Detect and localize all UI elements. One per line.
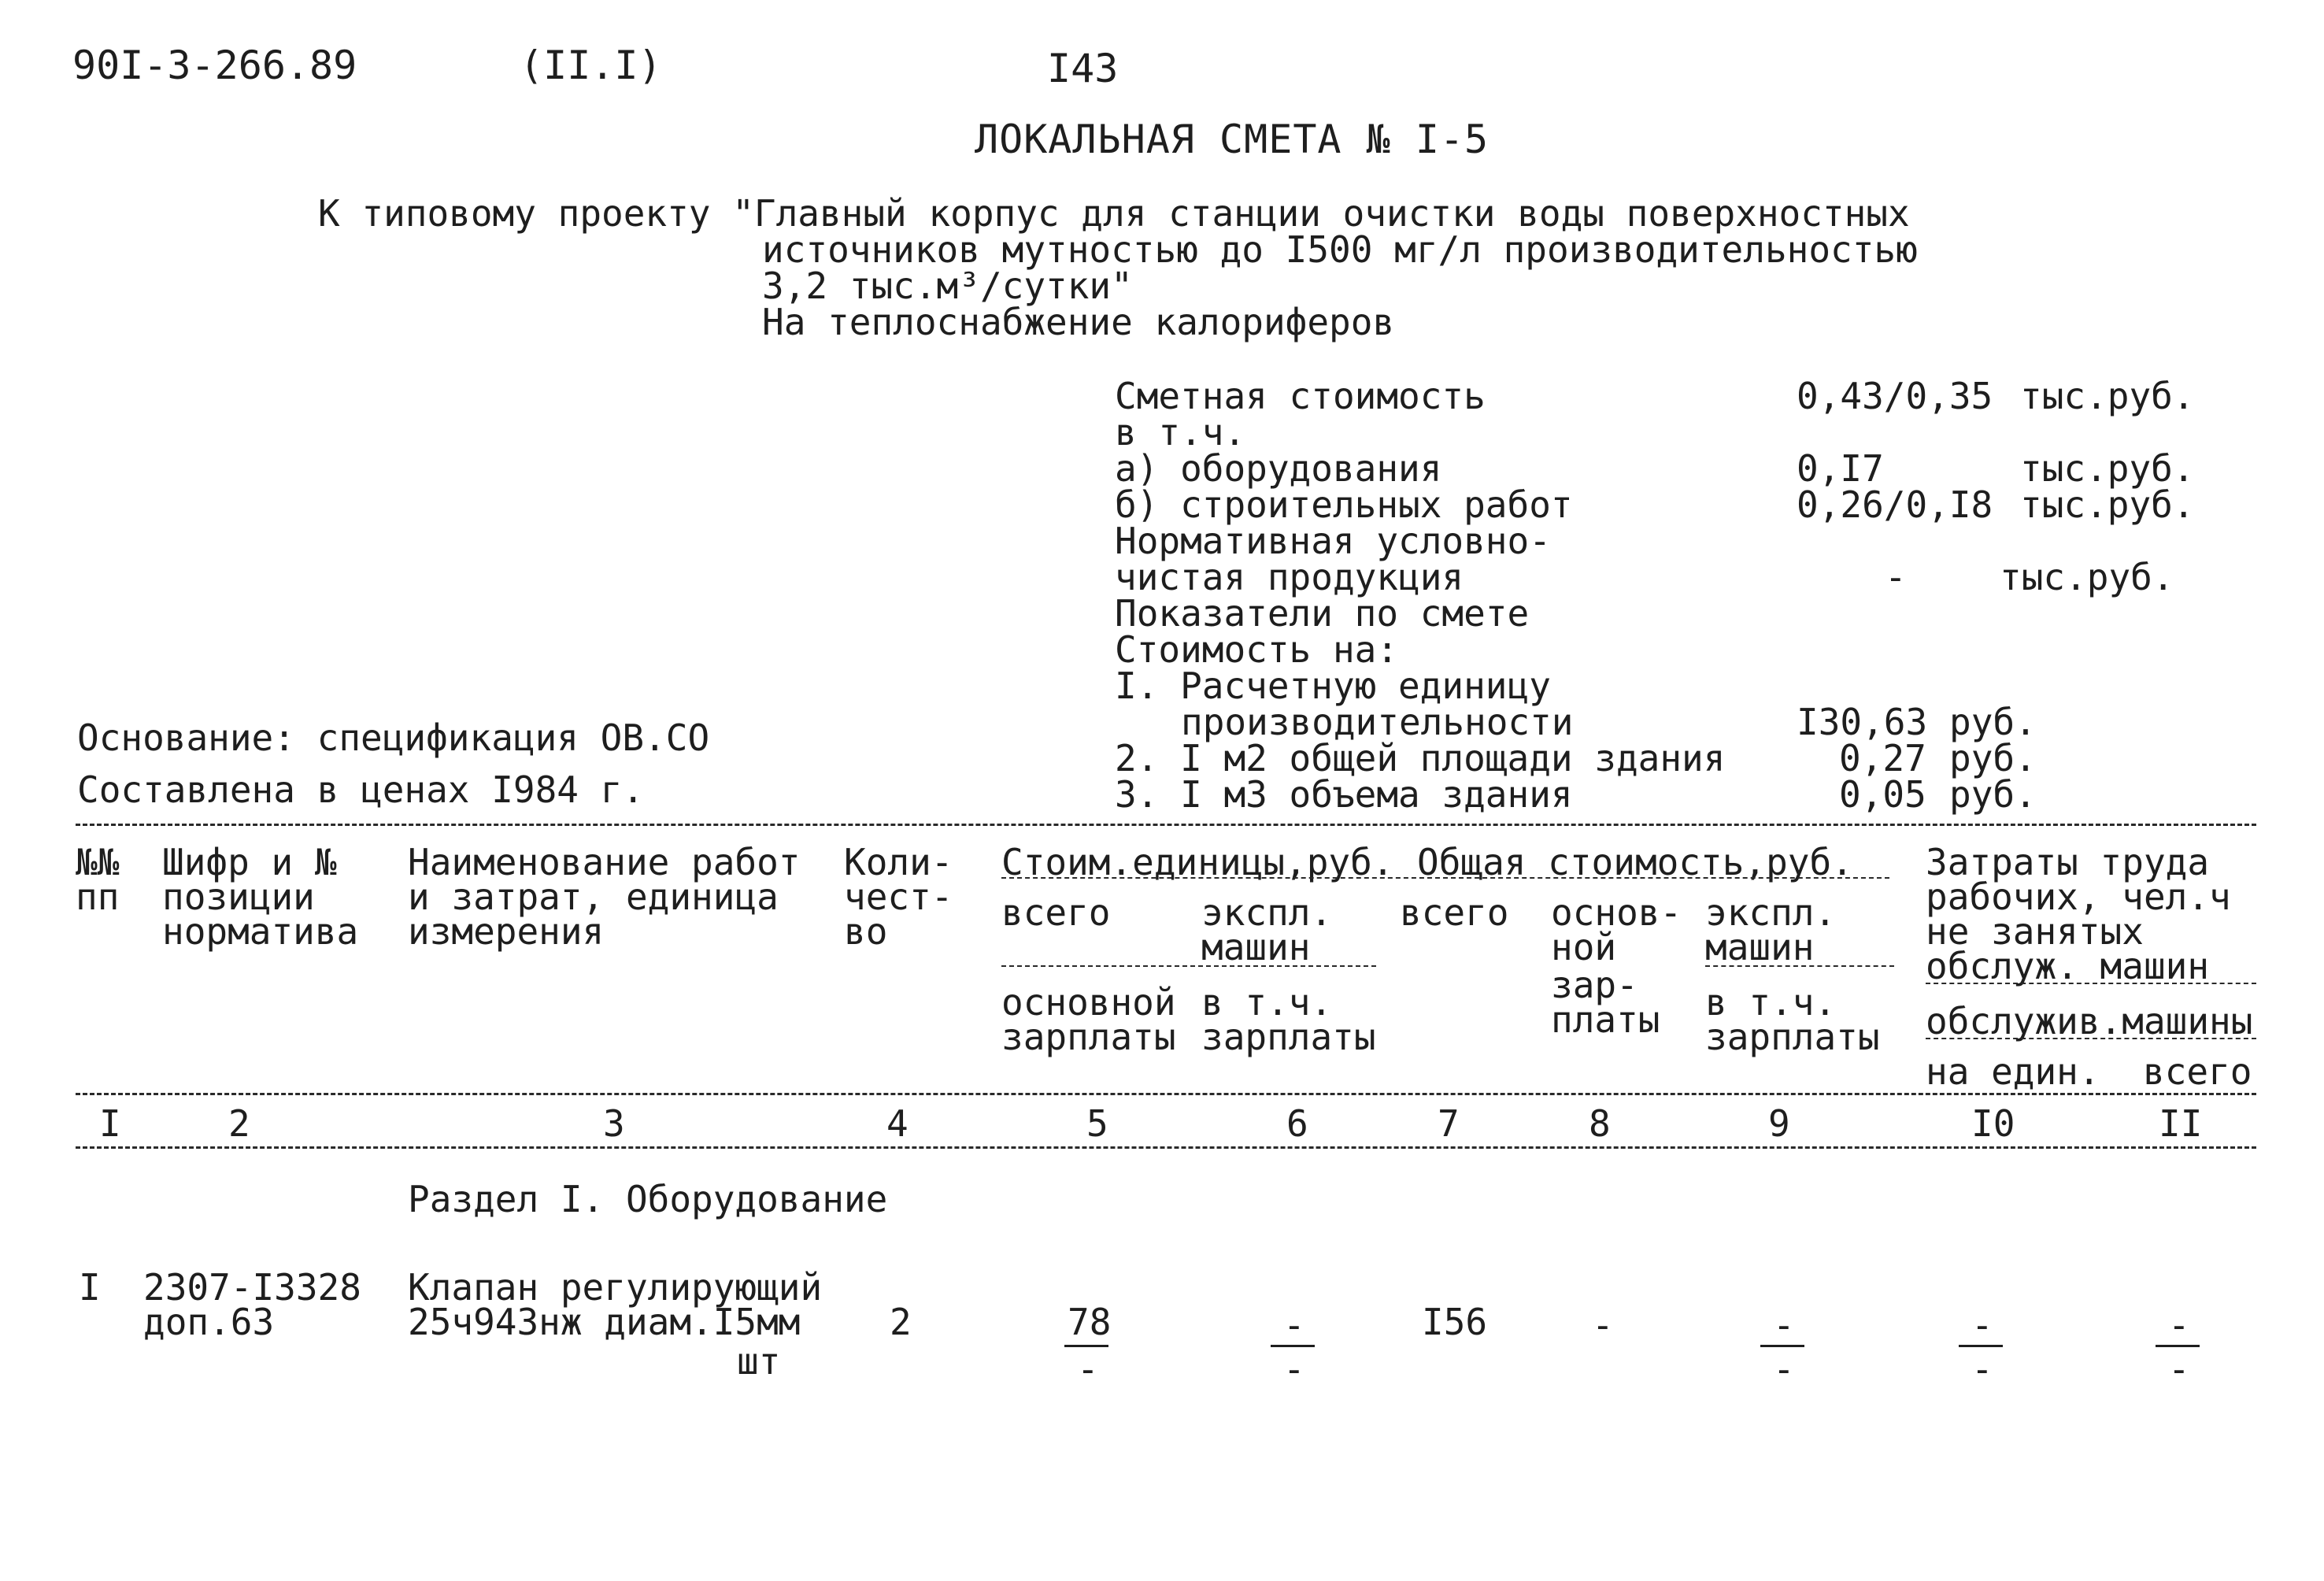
- project-line-4: На теплоснабжение калориферов: [762, 301, 1395, 343]
- total-incl-wages-2: зарплаты: [1705, 1016, 1880, 1058]
- row-quantity: 2: [890, 1301, 912, 1343]
- row-number: I: [79, 1266, 101, 1309]
- col-number-7: 7: [1438, 1102, 1460, 1145]
- row-total-machine-wages: -: [1773, 1348, 1795, 1390]
- row-labor-per-unit-machines: -: [1971, 1348, 1993, 1390]
- project-line-2: источников мутностью до I500 мг/л производительностью: [762, 228, 1918, 271]
- indicators-label: Показатели по смете: [1115, 592, 1530, 635]
- unit-incl-wages-2: зарплаты: [1201, 1016, 1376, 1058]
- row-labor-per-unit-bar: [1959, 1345, 2003, 1347]
- total-incl-wages-1: в т.ч.: [1705, 981, 1837, 1024]
- col-num-header-2: пп: [76, 876, 120, 918]
- col-qty-header-1: Коли-: [844, 841, 953, 883]
- row-unit-machine: -: [1283, 1304, 1305, 1346]
- page-number: I43: [1047, 46, 1119, 91]
- total-base-wages-2: ной: [1551, 926, 1617, 968]
- row-total: I56: [1422, 1301, 1488, 1343]
- equipment-label: а) оборудования: [1115, 447, 1442, 490]
- sheet-section: (II.I): [520, 43, 662, 88]
- per-unit-label-1: I. Расчетную единицу: [1115, 665, 1551, 707]
- total-cost-group-header: Общая стоимость,руб.: [1417, 841, 1853, 883]
- col-code-header-1: Шифр и №: [162, 841, 337, 883]
- row-unit-total: 78: [1068, 1301, 1112, 1343]
- row-unit-machine-bar: [1271, 1345, 1315, 1347]
- col-number-5: 5: [1086, 1102, 1108, 1145]
- row-total-machine-bar: [1760, 1345, 1804, 1347]
- per-unit-unit: руб.: [1949, 701, 2037, 743]
- column-numbers-rule: [76, 1146, 2256, 1149]
- col-number-2: 2: [228, 1102, 250, 1145]
- estimated-cost-value: 0,43/0,35: [1797, 375, 1993, 417]
- unit-machine-subheader-1: экспл.: [1201, 891, 1333, 934]
- per-m3-value: 0,05: [1839, 773, 1926, 816]
- row-labor-total-machines: -: [2168, 1348, 2190, 1390]
- total-base-wages-1: основ-: [1551, 891, 1682, 934]
- normative-label-2: чистая продукция: [1115, 556, 1464, 598]
- unit-incl-wages-1: в т.ч.: [1201, 981, 1333, 1024]
- row-total-base-wages: -: [1592, 1304, 1614, 1346]
- total-machine-subheader-2: машин: [1705, 926, 1815, 968]
- cost-per-label: Стоимость на:: [1115, 628, 1399, 671]
- estimated-cost-unit: тыс.руб.: [2020, 375, 2195, 417]
- row-labor-total-bar: [2156, 1345, 2200, 1347]
- total-machine-subheader-1: экспл.: [1705, 891, 1837, 934]
- unit-cost-group-header: Стоим.единицы,руб.: [1001, 841, 1394, 883]
- total-base-wages-4: платы: [1551, 998, 1660, 1041]
- row-labor-total: -: [2168, 1304, 2190, 1346]
- col-number-6: 6: [1286, 1102, 1308, 1145]
- labor-group-header-3: не занятых: [1926, 910, 2144, 953]
- per-unit-label-2: производительности: [1181, 701, 1574, 743]
- labor-sub-rule-1: [1926, 983, 2256, 984]
- section-title: Раздел I. Оборудование: [408, 1178, 888, 1220]
- cost-group-rule: [1001, 877, 1889, 879]
- normative-value: -: [1885, 556, 1907, 598]
- col-num-header-1: №№: [76, 841, 120, 883]
- col-number-11: II: [2159, 1102, 2203, 1145]
- header-bottom-rule: [76, 1093, 2256, 1095]
- col-code-header-3: норматива: [162, 910, 359, 953]
- row-name-1: Клапан регулирующий: [408, 1266, 823, 1309]
- col-number-4: 4: [886, 1102, 909, 1145]
- basis-text: Основание: спецификация ОВ.СО: [77, 716, 710, 759]
- construction-value: 0,26/0,I8: [1797, 483, 1993, 526]
- labor-group-header-2: рабочих, чел.ч: [1926, 876, 2231, 918]
- col-qty-header-3: во: [844, 910, 888, 953]
- unit-machine-subheader-2: машин: [1201, 926, 1311, 968]
- col-qty-header-2: чест-: [844, 876, 953, 918]
- project-line-1: К типовому проекту "Главный корпус для станции очистки воды поверхностных: [318, 192, 1910, 235]
- per-m3-label: 3. I м3 объема здания: [1115, 773, 1573, 816]
- row-code-2: доп.63: [143, 1301, 275, 1343]
- equipment-value: 0,I7: [1797, 447, 1884, 490]
- construction-unit: тыс.руб.: [2020, 483, 2195, 526]
- labor-per-unit-subheader: на един.: [1926, 1050, 2100, 1093]
- normative-label-1: Нормативная условно-: [1115, 520, 1551, 562]
- row-labor-per-unit: -: [1971, 1304, 1993, 1346]
- prices-text: Составлена в ценах I984 г.: [77, 768, 645, 811]
- col-number-3: 3: [603, 1102, 625, 1145]
- total-machine-sub-rule: [1705, 965, 1894, 967]
- col-number-10: I0: [1971, 1102, 2015, 1145]
- per-m2-value: 0,27: [1839, 737, 1926, 779]
- col-code-header-2: позиции: [162, 876, 315, 918]
- estimated-cost-label: Сметная стоимость: [1115, 375, 1486, 417]
- col-number-1: I: [99, 1102, 121, 1145]
- unit-base-wages-2: зарплаты: [1001, 1016, 1176, 1058]
- table-top-rule: [76, 824, 2256, 826]
- including-label: в т.ч.: [1115, 411, 1246, 454]
- per-unit-value: I30,63: [1797, 701, 1928, 743]
- construction-label: б) строительных работ: [1115, 483, 1573, 526]
- labor-machines-subheader: обслужив.машины: [1926, 1000, 2253, 1042]
- per-m2-unit: руб.: [1949, 737, 2037, 779]
- labor-group-header-1: Затраты труда: [1926, 841, 2210, 883]
- row-unit-machine-wages: -: [1283, 1348, 1305, 1390]
- unit-total-subheader: всего: [1001, 891, 1111, 934]
- row-code-1: 2307-I3328: [143, 1266, 361, 1309]
- normative-unit: тыс.руб.: [2000, 556, 2174, 598]
- total-all-subheader: всего: [1400, 891, 1509, 934]
- labor-total-subheader: всего: [2143, 1050, 2252, 1093]
- col-number-9: 9: [1768, 1102, 1790, 1145]
- unit-cost-sub-rule: [1001, 965, 1376, 967]
- project-line-3: 3,2 тыс.м³/сутки": [762, 265, 1133, 307]
- document-code: 90I-3-266.89: [72, 43, 357, 88]
- row-unit-total-wages: -: [1077, 1348, 1099, 1390]
- per-m2-label: 2. I м2 общей площади здания: [1115, 737, 1726, 779]
- equipment-unit: тыс.руб.: [2020, 447, 2195, 490]
- row-unit: шт: [737, 1340, 781, 1383]
- labor-group-header-4: обслуж. машин: [1926, 945, 2210, 987]
- col-name-header-1: Наименование работ: [408, 841, 801, 883]
- page-title: ЛОКАЛЬНАЯ СМЕТА № I-5: [975, 117, 1490, 162]
- row-unit-total-bar: [1064, 1345, 1108, 1347]
- col-name-header-2: и затрат, единица: [408, 876, 779, 918]
- row-total-machine: -: [1773, 1304, 1795, 1346]
- total-base-wages-3: зар-: [1551, 964, 1638, 1006]
- labor-sub-rule-2: [1926, 1038, 2256, 1039]
- row-name-2: 25ч943нж диам.I5мм: [408, 1301, 801, 1343]
- col-name-header-3: измерения: [408, 910, 605, 953]
- per-m3-unit: руб.: [1949, 773, 2037, 816]
- unit-base-wages-1: основной: [1001, 981, 1176, 1024]
- col-number-8: 8: [1589, 1102, 1611, 1145]
